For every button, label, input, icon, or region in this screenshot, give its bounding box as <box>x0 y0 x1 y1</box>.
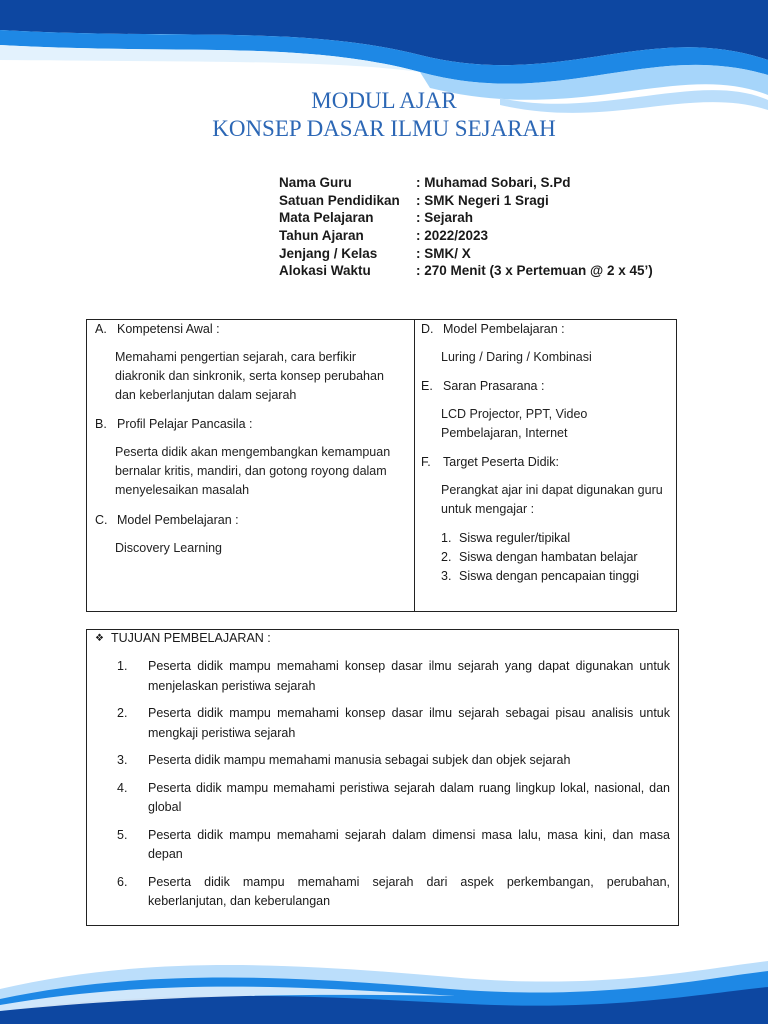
list-item <box>441 529 668 548</box>
learning-objectives-box <box>86 629 679 926</box>
info-value: : 2022/2023 <box>416 228 489 244</box>
section-body: Luring / Daring / Kombinasi <box>441 350 592 364</box>
info-row <box>279 227 653 245</box>
list-number: 1. <box>117 659 128 673</box>
right-column <box>415 320 676 611</box>
list-text: Siswa reguler/tipikal <box>459 531 571 545</box>
list-number: 5. <box>117 827 128 842</box>
info-row <box>279 174 653 192</box>
info-value: : SMK Negeri 1 Sragi <box>416 192 549 208</box>
list-item <box>441 567 668 586</box>
section-title: Kompetensi Awal : <box>117 322 220 336</box>
list-text: Peserta didik mampu memahami peristiwa sejarah dalam ruang lingkup lokal, nasional, dan global <box>148 780 670 814</box>
info-value: : 270 Menit (3 x Pertemuan @ 2 x 45’) <box>416 263 653 279</box>
section-heading <box>95 417 406 431</box>
list-item <box>117 779 670 818</box>
info-label: Satuan Pendidikan <box>279 192 400 208</box>
section-body: LCD Projector, PPT, Video Pembelajaran, Internet <box>441 407 588 440</box>
info-label: Tahun Ajaran <box>279 228 364 244</box>
list-item <box>117 751 670 771</box>
info-label: Nama Guru <box>279 175 352 190</box>
section-title: Model Pembelajaran : <box>117 513 239 527</box>
left-column <box>87 320 415 611</box>
list-number: 3. <box>441 569 452 583</box>
list-number: 4. <box>117 780 128 795</box>
section-title: Model Pembelajaran : <box>443 322 565 336</box>
section-heading <box>421 455 668 469</box>
info-row <box>279 245 653 263</box>
section-heading <box>95 322 406 336</box>
module-overview-box <box>86 319 677 612</box>
list-item <box>117 657 670 696</box>
section-body: Memahami pengertian sejarah, cara berfikir diakronik dan sinkronik, serta konsep perubahan dan keberlanjutan dalam sejarah <box>115 350 384 402</box>
list-text: Peserta didik mampu memahami sejarah dari aspek perkembangan, perubahan, keberlanjutan, dan keberulangan <box>148 874 670 908</box>
info-value: : SMK/ X <box>416 245 471 261</box>
section-title: Saran Prasarana : <box>443 379 545 393</box>
section-letter: F. <box>421 455 431 469</box>
list-text: Peserta didik mampu memahami sejarah dalam dimensi masa lalu, masa kini, dan masa depan <box>148 827 670 861</box>
list-text: Peserta didik mampu memahami konsep dasar ilmu sejarah yang dapat digunakan untuk menjelaskan peristiwa sejarah <box>148 659 670 693</box>
section-body: Peserta didik akan mengembangkan kemampuan bernalar kritis, mandiri, dan gotong royong dalam menyelesaikan masalah <box>115 445 391 497</box>
section-heading <box>95 513 406 527</box>
list-number: 1. <box>441 531 452 545</box>
list-item <box>117 826 670 865</box>
document-title-line1: MODUL AJAR <box>311 88 457 113</box>
section-body: Perangkat ajar ini dapat digunakan guru untuk mengajar : <box>441 483 663 516</box>
list-text: Siswa dengan hambatan belajar <box>459 550 638 564</box>
info-value: : Muhamad Sobari, S.Pd <box>416 175 571 190</box>
section-letter: A. <box>95 322 107 336</box>
info-value: : Sejarah <box>416 210 474 226</box>
list-text: Peserta didik mampu memahami manusia sebagai subjek dan objek sejarah <box>148 753 571 767</box>
info-label: Mata Pelajaran <box>279 210 374 226</box>
info-label: Alokasi Waktu <box>279 263 371 279</box>
info-row <box>279 262 653 280</box>
footer-wave-decoration <box>0 949 768 1024</box>
list-number: 3. <box>117 753 128 767</box>
section-title: Target Peserta Didik: <box>443 455 560 469</box>
diamond-bullet-icon: ❖ <box>95 632 104 644</box>
section-letter: E. <box>421 379 433 393</box>
list-number: 6. <box>117 874 128 889</box>
section-letter: D. <box>421 322 434 336</box>
section-title: Profil Pelajar Pancasila : <box>117 417 253 431</box>
list-item <box>117 873 670 912</box>
list-number: 2. <box>441 550 452 564</box>
section-heading <box>421 322 668 336</box>
info-row <box>279 209 653 227</box>
document-title-line2: KONSEP DASAR ILMU SEJARAH <box>212 116 556 141</box>
identity-info <box>279 174 653 280</box>
section-body: Discovery Learning <box>115 541 222 555</box>
section-letter: C. <box>95 513 108 527</box>
objectives-heading <box>95 631 670 645</box>
list-item <box>441 548 668 567</box>
list-text: Peserta didik mampu memahami konsep dasar ilmu sejarah sebagai pisau analisis untuk mengkaji peristiwa sejarah <box>148 706 670 740</box>
info-label: Jenjang / Kelas <box>279 245 378 261</box>
section-letter: B. <box>95 417 107 431</box>
info-row <box>279 192 653 210</box>
list-number: 2. <box>117 706 128 720</box>
objectives-title: TUJUAN PEMBELAJARAN : <box>111 631 271 645</box>
list-text: Siswa dengan pencapaian tinggi <box>459 569 639 583</box>
list-item <box>117 704 670 743</box>
section-heading <box>421 379 668 393</box>
target-list <box>441 529 668 586</box>
